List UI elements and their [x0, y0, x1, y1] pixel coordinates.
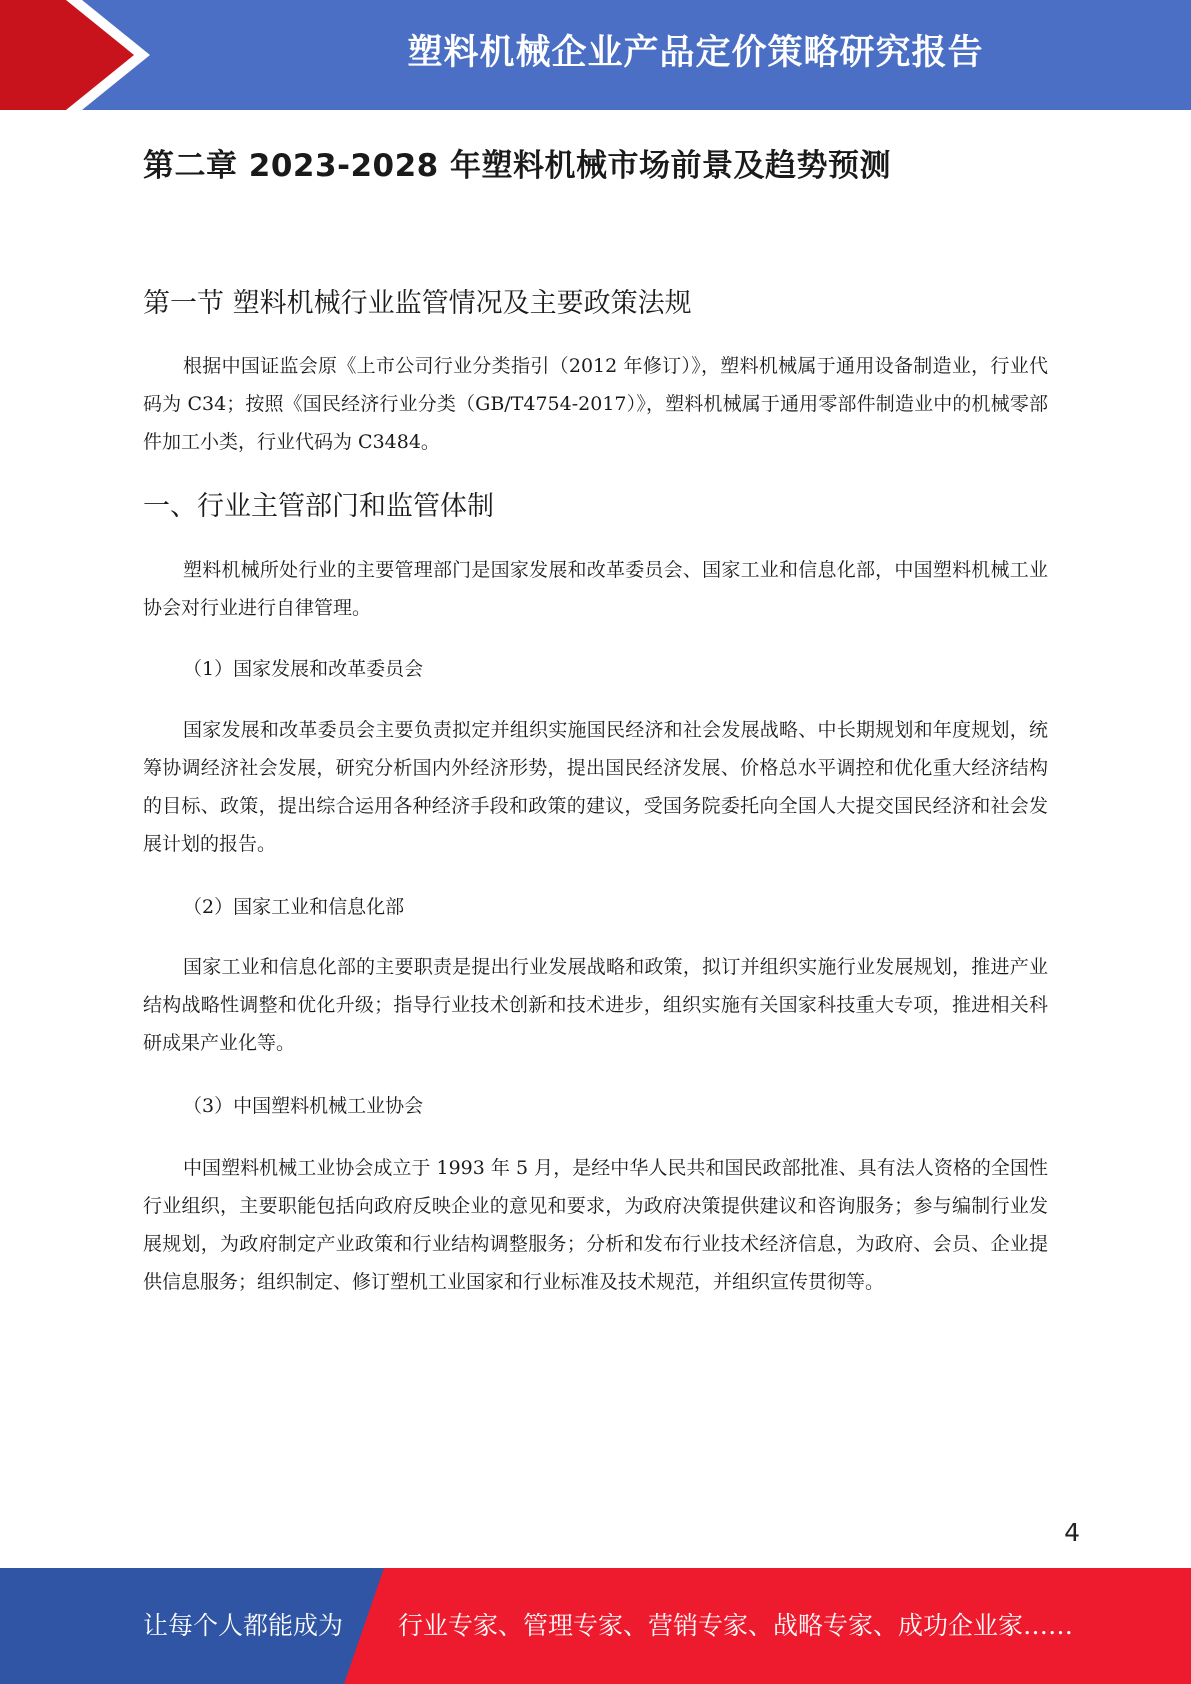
subsection-intro-paragraph: 塑料机械所处行业的主要管理部门是国家发展和改革委员会、国家工业和信息化部，中国塑料机械工业协会对行业进行自律管理。 [143, 559, 1048, 619]
section-title: 第一节 塑料机械行业监管情况及主要政策法规 [143, 288, 692, 319]
item-heading-association: （3）中国塑料机械工业协会 [183, 1095, 424, 1117]
section-intro-paragraph: 根据中国证监会原《上市公司行业分类指引（2012 年修订）》，塑料机械属于通用设备制造业，行业代码为 C34；按照《国民经济行业分类（GB/T4754-2017）》，塑料机械属于通用零部件制造业中的机械零部件加工小类，行业代码为 C3484。 [143, 355, 1048, 453]
report-title: 塑料机械企业产品定价策略研究报告 [407, 33, 984, 73]
item-heading-miit: （2）国家工业和信息化部 [183, 896, 405, 918]
page-number: 4 [1064, 1518, 1080, 1547]
item-paragraph-miit: 国家工业和信息化部的主要职责是提出行业发展战略和政策，拟订并组织实施行业发展规划，推进产业结构战略性调整和优化升级；指导行业技术创新和技术进步，组织实施有关国家科技重大专项，推进相关科研成果产业化等。 [143, 956, 1048, 1054]
subsection-title: 一、行业主管部门和监管体制 [143, 491, 494, 522]
footer-slogan-left: 让每个人都能成为 [143, 1611, 344, 1640]
chapter-title: 第二章 2023-2028 年塑料机械市场前景及趋势预测 [143, 148, 892, 184]
header-band [0, 0, 1191, 110]
item-paragraph-association: 中国塑料机械工业协会成立于 1993 年 5 月，是经中华人民共和国民政部批准、具有法人资格的全国性行业组织，主要职能包括向政府反映企业的意见和要求，为政府决策提供建议和咨询服务；参与编制行业发展规划，为政府制定产业政策和行业结构调整服务；分析和发布行业技术经济信息，为政府、会员、企业提供信息服务；组织制定、修订塑机工业国家和行业标准及技术规范，并组织宣传贯彻等。 [143, 1157, 1048, 1293]
footer-band [0, 1568, 1191, 1684]
item-paragraph-ndrc: 国家发展和改革委员会主要负责拟定并组织实施国民经济和社会发展战略、中长期规划和年度规划，统筹协调经济社会发展，研究分析国内外经济形势，提出国民经济发展、价格总水平调控和优化重大经济结构的目标、政策，提出综合运用各种经济手段和政策的建议，受国务院委托向全国人大提交国民经济和社会发展计划的报告。 [143, 719, 1048, 855]
footer-slogan-right: 行业专家、管理专家、营销专家、战略专家、成功企业家…… [398, 1611, 1074, 1640]
item-heading-ndrc: （1）国家发展和改革委员会 [183, 658, 424, 680]
header-chevron-decoration [0, 0, 160, 110]
